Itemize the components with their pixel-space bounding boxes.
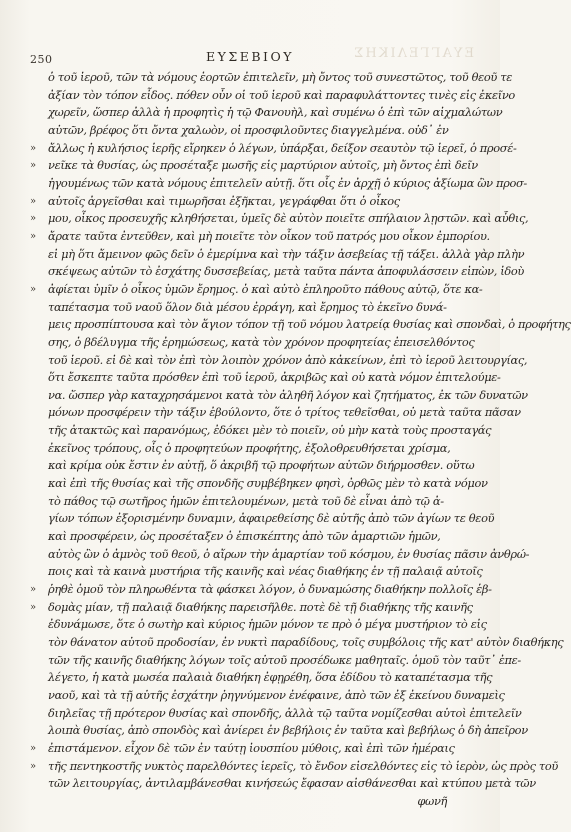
text-line [30, 723, 528, 739]
text-line [30, 776, 536, 792]
line-text: τὸ πάθος τῷ σωτῆρος ἡμῶν ἐπιτελουμένων, μετὰ τοῦ δὲ εἶναι ἀπὸ τῷ ἀ- [48, 493, 444, 508]
catchword-line [30, 794, 465, 810]
marginal-quote-mark: » [30, 160, 36, 172]
line-text: καὶ ἐπὶ τῆς θυσίας καὶ τῆς σπονδῆς συμβέβηκεν φησὶ, ὀρθῶς μὲν τὸ κατὰ νόμον [48, 476, 488, 491]
line-text: μεις προσπίπτουσα καὶ τὸν ἅγιον τόπον τῇ τοῦ νόμου λατρείᾳ θυσίας καὶ σπονδαὶ, ὁ προφήτης [48, 317, 571, 332]
text-line [30, 546, 530, 563]
text-line [30, 300, 465, 316]
line-text: καὶ προσφέρειν, ὡς προσέταξεν ὁ ἐπισκέπτης ἀπὸ τῶν ἁμαρτιῶν ἡμῶν, [48, 529, 441, 544]
line-text: διηλεῖας τῇ πρότερον θυσίας καὶ σπονδῆς, ἀλλὰ τῷ ταῦτα νομίζεσθαι αὐτοὶ ἐπιτελεῖν [48, 705, 522, 720]
text-line [30, 705, 522, 722]
line-text: αὐτὸς ὢν ὁ ἀμνὸς τοῦ θεοῦ, ὁ αἴρων τὴν ἁμαρτίαν τοῦ κόσμου, ἐν θυσίας πᾶσιν ἀνθρώ- [48, 546, 530, 561]
text-line [30, 652, 521, 669]
text-line [30, 70, 512, 86]
line-text: εἰ μὴ ὅτι ἄμεινον φῶς δεῖν ὁ ἐμερίμνα καὶ τὴν τάξιν ἀσεβείας τῇ τάξει. ἀλλὰ γὰρ πλὴν [48, 246, 525, 261]
text-line [30, 228, 490, 245]
line-text: ὁ τοῦ ἱεροῦ, τῶν τὰ νόμους ἑορτῶν ἐπιτελεῖν, μὴ ὄντος τοῦ συνεστῶτος, τοῦ θεοῦ τε [48, 70, 512, 84]
line-text: να. ὥσπερ γὰρ καταχρησάμενοι κατὰ τὸν ἀληθῆ λόγον καὶ ζητήματος, ἐκ τῶν δυνατῶν [48, 387, 528, 402]
text-line [30, 246, 525, 263]
line-text: ἐπιστάμενον. εἶχον δὲ τῶν ἐν ταύτῃ ἰουσπίου μύθοις, καὶ ἐπὶ τῶν ἡμέραις [48, 740, 455, 755]
line-text: τοῦ ἱεροῦ. εἰ δὲ καὶ τὸν ἐπὶ τὸν λοιπὸν χρόνον ἀπὸ κἀκείνων, ἐπὶ τὸ ἱεροῦ λειτουργίας, [48, 352, 528, 367]
marginal-quote-mark: » [30, 584, 36, 596]
running-head: ΕΥΣΕΒΙΟΥ [206, 49, 294, 64]
line-text: ἐκεῖνος τρόπους, οἷς ὁ προφητεύων προφήτης, ἐξολοθρευθήσεται χρίσμα, [48, 440, 451, 455]
marginal-quote-mark: » [30, 601, 36, 613]
line-text: ἀξίαν τὸν τόπον εἶδος. πόθεν οὖν οἱ τοῦ ἱεροῦ καὶ παραφυλάττοντες τινὲς εἰς ἐκεῖνο [48, 87, 515, 102]
line-text: σκέψεως αὐτῶν τὸ ἐσχάτης δυσσεβείας, μετὰ ταῦτα πάντα ἀποφυλάσσειν εἰπὼν, ἰδοὺ [48, 264, 524, 279]
text-line [30, 105, 503, 121]
text-line [30, 281, 483, 298]
text-line [30, 635, 564, 651]
text-line [30, 334, 475, 351]
text-line [30, 211, 529, 227]
line-text: ἄρατε ταῦτα ἐντεῦθεν, καὶ μὴ ποιεῖτε τὸν οἶκον τοῦ πατρός μου οἶκον ἐμπορίου. [48, 228, 490, 243]
text-line [30, 564, 483, 580]
text-line [30, 175, 527, 192]
marginal-quote-mark: » [30, 742, 36, 754]
text-line [30, 758, 558, 775]
line-text: λοιπὰ θυσίας, ἀπὸ σπονδὸς καὶ ἀνίερει ἐν βεβήλοις ἐν ταῦτα καὶ βεβήλως ὁ δὴ ἀπεῖρον [48, 723, 528, 738]
text-line [30, 511, 495, 527]
line-text: ὅτι ἔσκεπτε ταῦτα πρόσθεν ἐπὶ τοῦ ἱεροῦ, ἀκριβῶς καὶ οὐ κατὰ νόμον ἐπιτελούμε- [48, 370, 501, 385]
catchword: φωνῆ [417, 793, 447, 808]
text-line [30, 123, 465, 139]
line-text: μου, οἶκος προσευχῆς κληθήσεται, ὑμεῖς δὲ αὐτὸν ποιεῖτε σπήλαιον λῃστῶν. καὶ αὖθις, [48, 211, 529, 226]
line-text: νεῖκε τὰ θυσίας, ὡς προσέταξε μωσῆς εἰς μαρτύριον αὐτοῖς, μὴ ὄντος ἐπὶ δεῖν [48, 158, 478, 173]
text-line [30, 617, 487, 633]
text-line [30, 194, 465, 210]
text-line [30, 370, 501, 386]
marginal-quote-mark: » [30, 195, 36, 207]
line-text: τῶν τῆς καινῆς διαθήκης λόγων τοῖς αὐτοῦ προσέδωκε μαθηταῖς. ὁμοῦ τὸν ταῦτ᾽ ἐπε- [48, 652, 521, 667]
line-text: χωρεῖν, ὥσπερ ἀλλὰ ἡ προφητὶς ἡ τῷ Φανουὴλ, καὶ συμένω ὁ ἐπὶ τῶν αἰχμαλώτων [48, 105, 503, 120]
text-line [30, 599, 473, 616]
show-through-text: ΕΥΑΓΓΕΛΙΚΗΣ [352, 46, 474, 61]
marginal-quote-mark: » [30, 142, 36, 154]
text-line [30, 529, 465, 545]
text-line [30, 387, 528, 404]
text-line [30, 441, 465, 457]
line-text: ταπέτασμα τοῦ ναοῦ ὅλον διὰ μέσου ἐρράγη, καὶ ἔρημος τὸ ἐκεῖνο δυνά- [48, 299, 447, 314]
main-text-block [30, 70, 571, 810]
line-text: τῆς ἀτακτῶς καὶ παρανόμως, ἐδόκει μὲν τὸ ποιεῖν, οὐ μὴν κατὰ τοὺς προσταγάς [48, 423, 492, 438]
text-line [30, 423, 492, 439]
line-text: μόνων προσφέρειν τὴν τάξιν ἐβούλοντο, ὅτε ὁ τρίτος τεθεῖσθαι, οὐ μετὰ ταῦτα πᾶσαν [48, 405, 521, 420]
text-line [30, 687, 505, 704]
line-text: ἄλλως ἡ κυλήσιος ἱερῆς εἴρηκεν ὁ λέγων, ὑπάρξαι, δείξον σεαυτὸν τῷ ἱερεῖ, ὁ προσέ- [48, 140, 517, 155]
text-line [30, 140, 517, 157]
text-line [30, 405, 521, 421]
line-text: αὐτοῖς ἀργεῖσθαι καὶ τιμωρῆσαι ἐξῆκται, γεγράφθαι ὅτι ὁ οἶκος [48, 193, 400, 208]
line-text: ἀφίεται ὑμῖν ὁ οἶκος ὑμῶν ἔρημος. ὁ καὶ αὐτὸ ἐπληροῦτο πάθους αὐτῷ, ὅτε κα- [48, 281, 483, 296]
line-text: δομὰς μίαν, τῇ παλαιᾷ διαθήκης παρεισῆλθε. ποτὲ δὲ τῇ διαθήκης τῆς καινῆς [48, 599, 473, 614]
marginal-quote-mark: » [30, 283, 36, 295]
page-number: 250 [30, 53, 53, 66]
text-line [30, 87, 515, 104]
line-text: σης, ὁ βδέλυγμα τῆς ἐρημώσεως, κατὰ τὸν χρόνον προφητείας ἐπεισελθόντος [48, 334, 475, 349]
text-line [30, 494, 465, 510]
marginal-quote-mark: » [30, 213, 36, 225]
line-text: αὐτῶν, βρέφος ὅτι ὄντα χαλωὸν, οἱ προσφιλοῦντες διαγγελμένα. οὐδ᾽ ἐν [48, 122, 449, 137]
text-line [30, 158, 478, 174]
text-line [30, 670, 493, 686]
line-text: ναοῦ, καὶ τὰ τῇ αὐτῆς ἐσχάτην ῥηγνύμενον ἐνέφαινε, ἀπὸ τῶν ἐξ ἐκείνου δυναμεὶς [48, 687, 505, 702]
line-text: ῥηθὲ ὁμοῦ τὸν πληρωθέντα τὰ φάσκει λόγον, ὁ δυναμώσης διαθήκην πολλοῖς ἑβ- [48, 582, 492, 597]
line-text: τὸν θάνατον αὐτοῦ προδοσίαν, ἐν νυκτὶ παραδίδους, τοῖς συμβόλοις τῆς κατ' αὐτὸν διαθήκης [48, 635, 564, 649]
line-text: ἐδυνάμωσε, ὅτε ὁ σωτὴρ καὶ κύριος ἡμῶν μόνον τε πρὸ ὁ μέγα μυστήριον τὸ εἰς [48, 617, 487, 632]
line-text: λέγετο, ἡ κατὰ μωσέα παλαιὰ διαθήκη ἐφῃρέθη, ὅσα ἐδίδου τὸ καταπέτασμα τῆς [48, 670, 493, 685]
marginal-quote-mark: » [30, 230, 36, 242]
text-line [30, 317, 571, 333]
line-text: καὶ κρίμα οὐκ ἔστιν ἐν αὐτῇ, ὅ ἀκριβῆ τῷ προφήτων αὐτῶν διήρμοσθεν. οὕτω [48, 458, 475, 473]
line-text: ποις καὶ τὰ καινὰ μυστήρια τῆς καινῆς καὶ νέας διαθήκης ἐν τῇ παλαιᾷ αὐτοῖς [48, 564, 483, 579]
line-text: γίων τόπων ἐξορισμένην δυναμιν, ἀφαιρεθείσης δὲ αὐτῆς ἀπὸ τῶν ἀγίων τε θεοῦ [48, 511, 495, 526]
line-text: τῶν λειτουργίας, ἀντιλαμβάνεσθαι κινήσεώς ἔφασαν αἰσθάνεσθαι καὶ κτύπου μετὰ τῶν [48, 776, 536, 791]
text-line [30, 264, 524, 280]
line-text: τῆς πεντηκοστῆς νυκτὸς παρελθόντες ἱερεῖς, τὸ ἔνδον εἰσελθόντες εἰς τὸ ἱερὸν, ὡς πρὸς τοῦ [48, 758, 558, 773]
text-line [30, 352, 528, 369]
text-line [30, 582, 492, 598]
line-text: ἠγουμένως τῶν κατὰ νόμους ἐπιτελεῖν αὐτῇ. ὅτι οἷς ἐν ἀρχῇ ὁ κύριος ἀξίωμα ὢν προσ- [48, 175, 527, 190]
marginal-quote-mark: » [30, 760, 36, 772]
text-line [30, 458, 475, 474]
text-line [30, 476, 488, 492]
text-line [30, 741, 465, 757]
